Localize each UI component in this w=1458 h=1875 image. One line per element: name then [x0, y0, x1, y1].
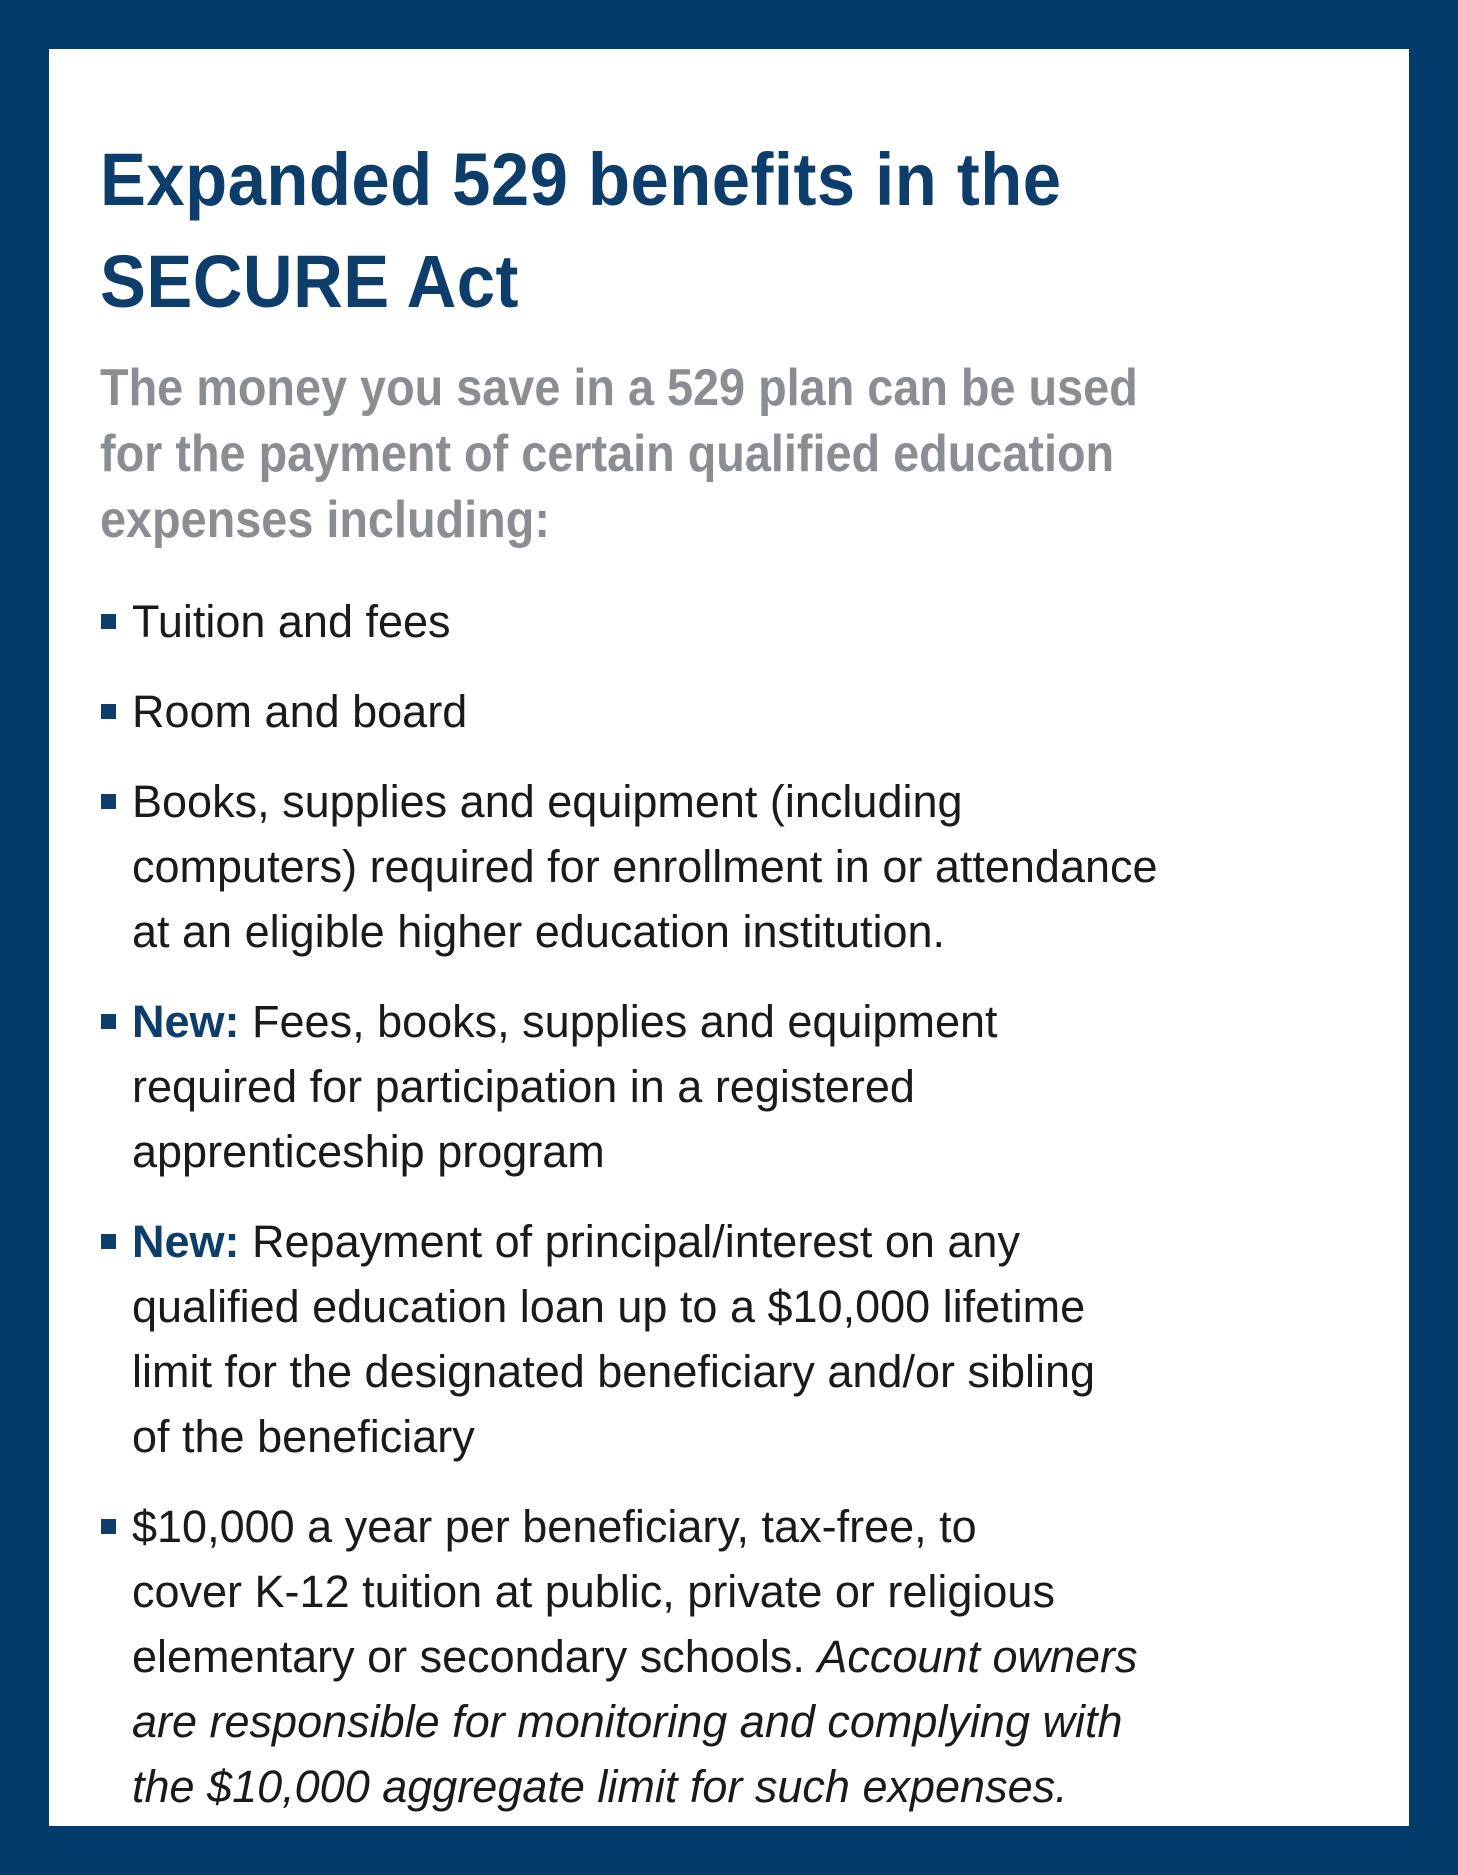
expense-list: [100, 589, 1357, 1819]
subtitle-line: for the payment of certain qualified education: [100, 425, 1115, 483]
subtitle-line: expenses including:: [100, 491, 550, 549]
new-label: New:: [132, 1216, 240, 1267]
subtitle: [100, 355, 1252, 553]
title-line: Expanded 529 benefits in the: [100, 138, 1062, 221]
list-item-text: limit for the designated beneficiary and/or sibling: [132, 1346, 1096, 1397]
title-line: SECURE Act: [100, 240, 519, 323]
list-item: [100, 1494, 1357, 1819]
list-item-first-line: [132, 1209, 1357, 1274]
list-item-text: Fees, books, supplies and equipment: [252, 996, 998, 1047]
square-bullet-icon: [101, 1234, 116, 1249]
square-bullet-icon: [101, 1519, 116, 1534]
list-item: [100, 1209, 1357, 1469]
square-bullet-icon: [101, 1014, 116, 1029]
square-bullet-icon: [101, 794, 116, 809]
list-item-text: $10,000 a year per beneficiary, tax-free, to: [132, 1501, 977, 1552]
disclaimer-note: are responsible for monitoring and complying with: [132, 1696, 1123, 1747]
list-item-text: apprenticeship program: [132, 1126, 605, 1177]
disclaimer-note: Account owners: [817, 1631, 1138, 1682]
list-item-text: computers) required for enrollment in or attendance: [132, 841, 1158, 892]
list-item: [100, 769, 1357, 964]
list-item-text: elementary or secondary schools.: [132, 1631, 805, 1682]
list-item-text: Books, supplies and equipment (including: [132, 776, 963, 827]
list-item-first-line: [132, 989, 1357, 1054]
new-label: New:: [132, 996, 240, 1047]
list-item-text: qualified education loan up to a $10,000 lifetime: [132, 1281, 1086, 1332]
square-bullet-icon: [101, 614, 116, 629]
list-item: [100, 589, 1357, 654]
list-item-text: Repayment of principal/interest on any: [252, 1216, 1020, 1267]
disclaimer-note: the $10,000 aggregate limit for such expenses.: [132, 1761, 1068, 1812]
list-item-text: required for participation in a registered: [132, 1061, 915, 1112]
page-title: [100, 129, 1269, 333]
list-item-text: Room and board: [132, 686, 468, 737]
list-item: [100, 679, 1357, 744]
list-item-text: Tuition and fees: [132, 596, 451, 647]
list-item-last-line: [132, 1624, 1357, 1689]
square-bullet-icon: [101, 704, 116, 719]
list-item-text: cover K-12 tuition at public, private or religious: [132, 1566, 1055, 1617]
info-card: [49, 49, 1409, 1826]
list-item-text: at an eligible higher education institution.: [132, 906, 946, 957]
list-item: [100, 989, 1357, 1184]
list-item-text: of the beneficiary: [132, 1411, 475, 1462]
subtitle-line: The money you save in a 529 plan can be used: [100, 359, 1138, 417]
